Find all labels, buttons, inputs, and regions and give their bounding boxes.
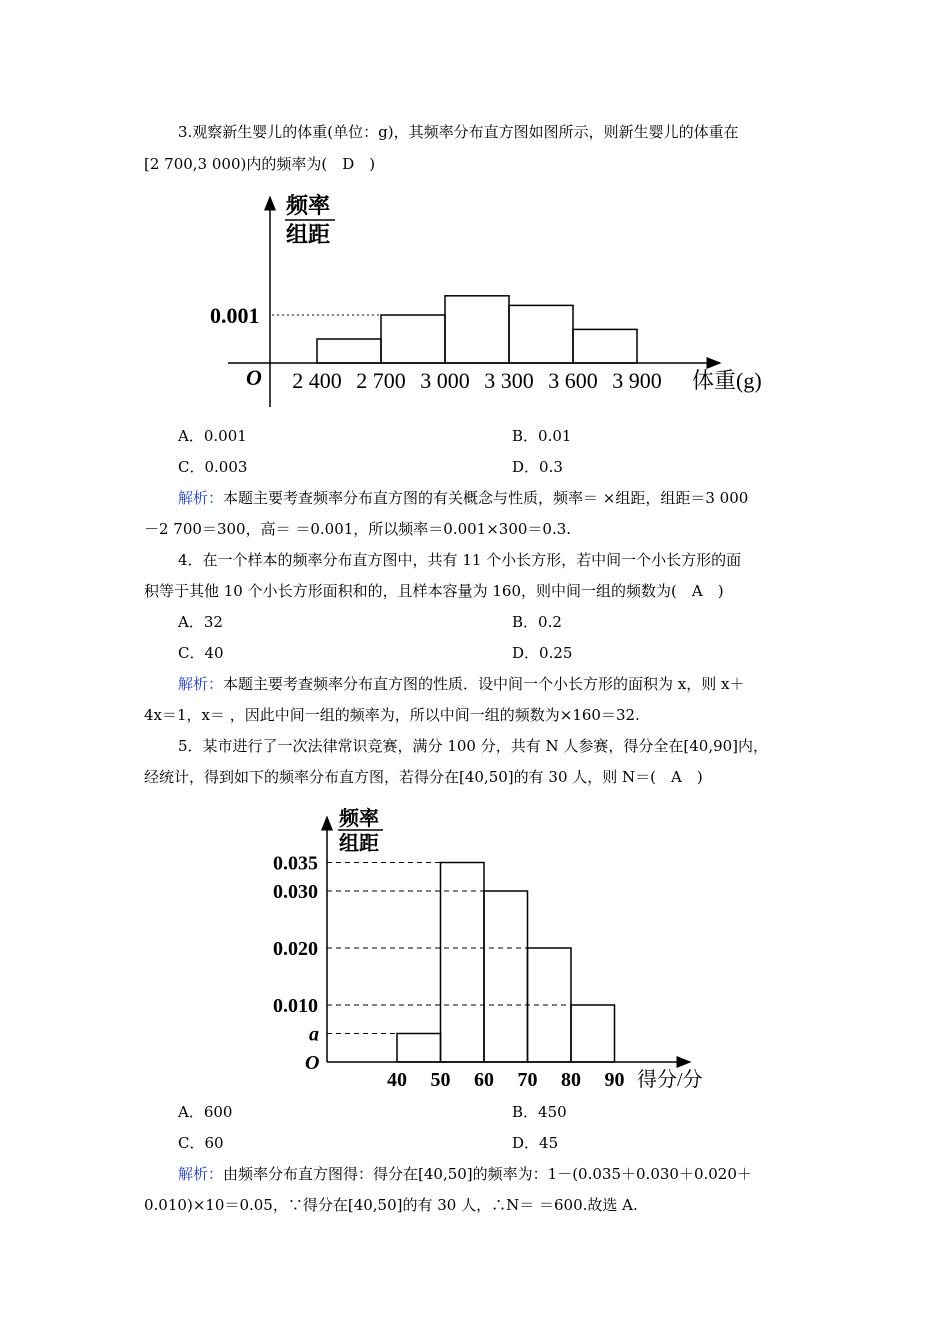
- q5-line2: 经统计，得到如下的频率分布直方图，若得分在[40,50]的有 30 人，则 N＝( A ): [144, 768, 703, 786]
- q3-line1: 3.观察新生婴儿的体重(单位：g)，其频率分布直方图如图所示，则新生婴儿的体重在: [178, 123, 739, 141]
- y-label-top: 频率: [286, 193, 331, 218]
- y-label-top: 频率: [339, 808, 379, 830]
- x-tick-label: 3 900: [612, 368, 662, 393]
- histogram-bar: [381, 315, 445, 363]
- y-label-bottom: 组距: [339, 833, 379, 855]
- origin-label: O: [246, 365, 262, 390]
- histogram-bar: [397, 1034, 441, 1063]
- q5-option-c[interactable]: C．60: [178, 1134, 224, 1152]
- q3-solution-line1: [178, 488, 748, 508]
- x-tick-label: 70: [517, 1069, 538, 1091]
- q3-option-a[interactable]: A．0.001: [178, 427, 247, 445]
- histogram-bar: [571, 1005, 615, 1062]
- y-tick-label: 0.035: [273, 852, 318, 875]
- histogram-bar: [317, 339, 381, 363]
- histogram-bar: [573, 329, 637, 363]
- q4-solution-line1: [178, 674, 744, 694]
- q3-option-d[interactable]: D．0.3: [512, 458, 563, 476]
- q4-option-c[interactable]: C．40: [178, 644, 224, 662]
- x-tick-label: 90: [604, 1069, 625, 1091]
- q4-line1: 4．在一个样本的频率分布直方图中，共有 11 个小长方形，若中间一个小长方形的面: [178, 551, 742, 569]
- histogram-bar: [441, 863, 485, 1063]
- q5-solution-line2: 0.010)×10＝0.05，∵得分在[40,50]的有 30 人，∴N＝ ＝600.故选 A.: [144, 1196, 638, 1214]
- y-tick-label: 0.010: [273, 995, 318, 1017]
- histogram-bar: [484, 891, 528, 1062]
- x-tick-label: 40: [387, 1069, 407, 1091]
- x-tick-label: 2 700: [356, 368, 406, 393]
- q5-option-a[interactable]: A．600: [178, 1103, 233, 1121]
- q5-option-b[interactable]: B．450: [512, 1103, 567, 1121]
- x-label: 得分/分: [637, 1069, 703, 1091]
- y-tick-label: 0.020: [273, 938, 318, 960]
- chart-weight-histogram: [200, 185, 780, 410]
- y-tick-label: 0.001: [210, 303, 260, 328]
- q3-option-c[interactable]: C．0.003: [178, 458, 248, 476]
- histogram-bar: [445, 296, 509, 363]
- q3-solution-label: 解析：: [178, 489, 224, 507]
- y-tick-label: 0.030: [273, 881, 318, 903]
- q3-solution-text1: 本题主要考查频率分布直方图的有关概念与性质，频率＝ ×组距，组距＝3 000: [223, 489, 749, 507]
- q5-option-d[interactable]: D．45: [512, 1134, 559, 1152]
- chart-score-histogram: [265, 805, 715, 1095]
- q4-option-d[interactable]: D．0.25: [512, 644, 573, 662]
- x-tick-label: 2 400: [292, 368, 342, 393]
- x-tick-label: 3 600: [548, 368, 598, 393]
- q3-option-b[interactable]: B．0.01: [512, 427, 572, 445]
- x-tick-label: 50: [430, 1069, 451, 1091]
- q4-line2: 积等于其他 10 个小长方形面积和的，且样本容量为 160，则中间一组的频数为( A ): [144, 582, 724, 600]
- q4-solution-text1: 本题主要考查频率分布直方图的性质．设中间一个小长方形的面积为 x，则 x＋: [223, 675, 745, 693]
- y-tick-label: a: [309, 1023, 319, 1046]
- x-tick-label: 80: [561, 1069, 581, 1091]
- x-tick-label: 3 000: [420, 368, 470, 393]
- y-label-bottom: 组距: [286, 222, 331, 247]
- q5-line1: 5．某市进行了一次法律常识竞赛，满分 100 分，共有 N 人参赛，得分全在[40,90]内，: [178, 737, 769, 755]
- x-label: 体重(g): [692, 368, 762, 393]
- q3-line2: [2 700,3 000)内的频率为( D ): [144, 155, 376, 173]
- q4-solution-line2: 4x＝1，x＝ ，因此中间一组的频率为，所以中间一组的频数为×160＝32.: [144, 706, 640, 724]
- q5-solution-label: 解析：: [178, 1165, 224, 1183]
- q3-solution-line2: －2 700＝300，高＝ ＝0.001，所以频率＝0.001×300＝0.3.: [144, 520, 572, 538]
- x-tick-label: 3 300: [484, 368, 534, 393]
- q4-option-b[interactable]: B．0.2: [512, 613, 562, 631]
- q5-solution-text1: 由频率分布直方图得：得分在[40,50]的频率为：1－(0.035＋0.030＋0.020＋: [223, 1165, 752, 1183]
- histogram-bar: [509, 305, 573, 363]
- x-tick-label: 60: [474, 1069, 494, 1091]
- q4-solution-label: 解析：: [178, 675, 224, 693]
- q4-option-a[interactable]: A．32: [178, 613, 223, 631]
- q5-solution-line1: [178, 1164, 752, 1184]
- origin-label: O: [305, 1052, 320, 1074]
